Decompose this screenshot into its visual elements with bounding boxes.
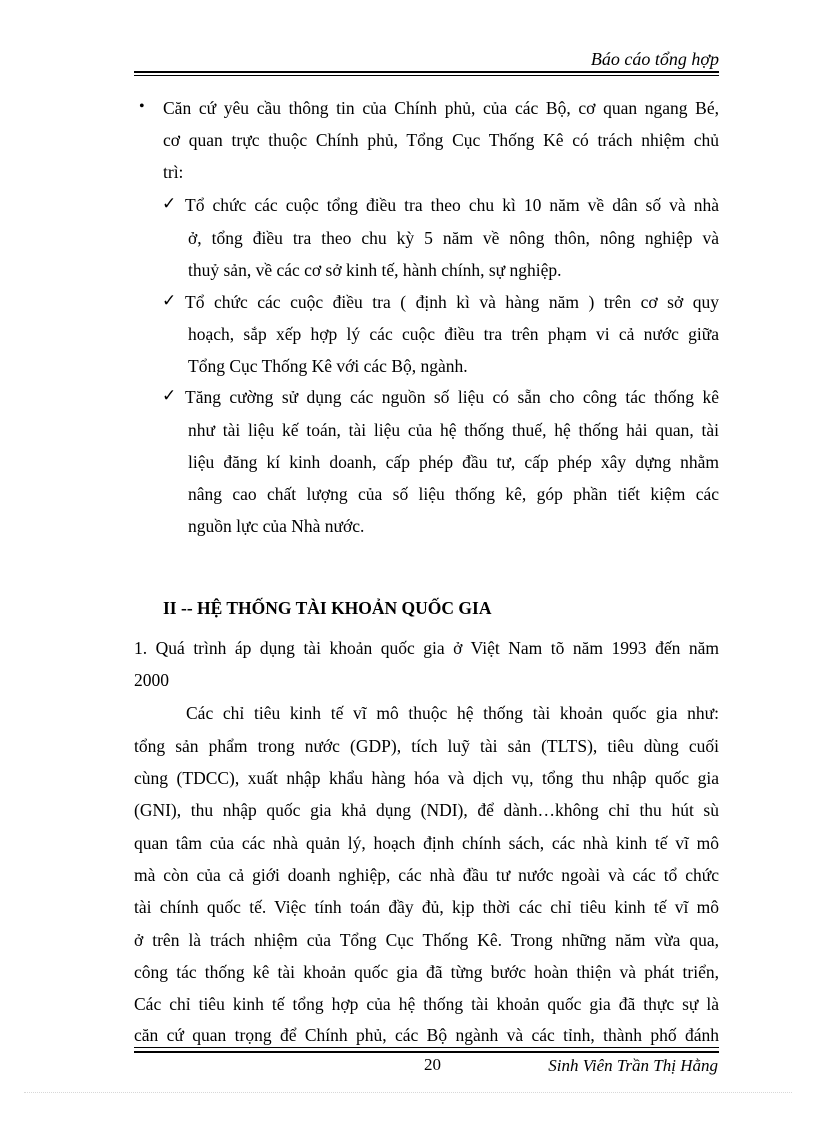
paragraph-line: (GNI), thu nhập quốc gia khả dụng (NDI), để dành…không chỉ thu hút sù [134, 800, 719, 820]
check-item-line: thuỷ sản, về các cơ sở kinh tế, hành chính, sự nghiệp. [188, 260, 562, 280]
check-icon: ✓ [162, 291, 177, 310]
check-item-line: Tăng cường sử dụng các nguồn số liệu có sẵn cho công tác thống kê [185, 387, 719, 407]
paragraph-line: Các chỉ tiêu kinh tế vĩ mô thuộc hệ thống tài khoản quốc gia như: [186, 703, 719, 723]
paragraph-line: quan tâm của các nhà quản lý, hoạch định chính sách, các nhà kinh tế vĩ mô [134, 833, 719, 853]
check-item-line: ở, tổng điều tra theo chu kỳ 5 năm về nông thôn, nông nghiệp và [188, 228, 719, 248]
paragraph-line: tổng sản phẩm trong nước (GDP), tích luỹ tài sản (TLTS), tiêu dùng cuối [134, 736, 719, 756]
check-icon: ✓ [162, 194, 177, 213]
bullet-icon: • [139, 98, 145, 115]
paragraph-line: căn cứ quan trọng để Chính phủ, các Bộ ngành và các tỉnh, thành phố đánh [134, 1025, 719, 1045]
page-edge-divider [24, 1092, 792, 1093]
footer-author: Sinh Viên Trần Thị Hằng [548, 1056, 718, 1075]
paragraph-line: ở trên là trách nhiệm của Tổng Cục Thống Kê. Trong những năm vừa qua, [134, 930, 719, 950]
footer-rule-thin [134, 1047, 719, 1048]
paragraph-line: Các chỉ tiêu kinh tế tổng hợp của hệ thống tài khoản quốc gia đã thực sự là [134, 994, 719, 1014]
header-rule [134, 71, 719, 73]
subheading-line: 1. Quá trình áp dụng tài khoản quốc gia ở Việt Nam tõ năm 1993 đến năm [134, 638, 719, 658]
check-item-line: nâng cao chất lượng của số liệu thống kê, góp phần tiết kiệm các [188, 484, 719, 504]
subheading-line: 2000 [134, 670, 169, 690]
check-item-line: nguồn lực của Nhà nước. [188, 516, 365, 536]
bullet-line: Căn cứ yêu cầu thông tin của Chính phủ, của các Bộ, cơ quan ngang Bé, [163, 98, 719, 118]
check-item-line: như tài liệu kế toán, tài liệu của hệ thống thuế, hệ thống hải quan, tài [188, 420, 719, 440]
bullet-line: trì: [163, 162, 184, 182]
paragraph-line: công tác thống kê tài khoản quốc gia đã từng bước hoàn thiện và phát triển, [134, 962, 719, 982]
section-heading: II -- HỆ THỐNG TÀI KHOẢN QUỐC GIA [163, 598, 492, 618]
check-icon: ✓ [162, 386, 177, 405]
check-item-line: Tổ chức các cuộc điều tra ( định kì và hàng năm ) trên cơ sở quy [185, 292, 719, 312]
check-item-line: Tổ chức các cuộc tổng điều tra theo chu kì 10 năm về dân số và nhà [185, 195, 719, 215]
header-title: Báo cáo tổng hợp [590, 49, 719, 69]
check-item-line: liệu đăng kí kinh doanh, cấp phép đầu tư, cấp phép xây dựng nhằm [188, 452, 719, 472]
check-item-line: Tổng Cục Thống Kê với các Bộ, ngành. [188, 356, 468, 376]
footer-rule [134, 1051, 719, 1053]
bullet-line: cơ quan trực thuộc Chính phủ, Tổng Cục Thống Kê có trách nhiệm chủ [163, 130, 719, 150]
paragraph-line: tài chính quốc tế. Việc tính toán đầy đủ, kịp thời các chỉ tiêu kinh tế vĩ mô [134, 897, 719, 917]
header-rule-thin [134, 75, 719, 76]
check-item-line: hoạch, sắp xếp hợp lý các cuộc điều tra trên phạm vi cả nước giữa [188, 324, 719, 344]
page-number: 20 [424, 1055, 441, 1074]
paragraph-line: mà còn của cả giới doanh nghiệp, các nhà đầu tư nước ngoài và các tổ chức [134, 865, 719, 885]
paragraph-line: cùng (TDCC), xuất nhập khẩu hàng hóa và dịch vụ, tổng thu nhập quốc gia [134, 768, 719, 788]
